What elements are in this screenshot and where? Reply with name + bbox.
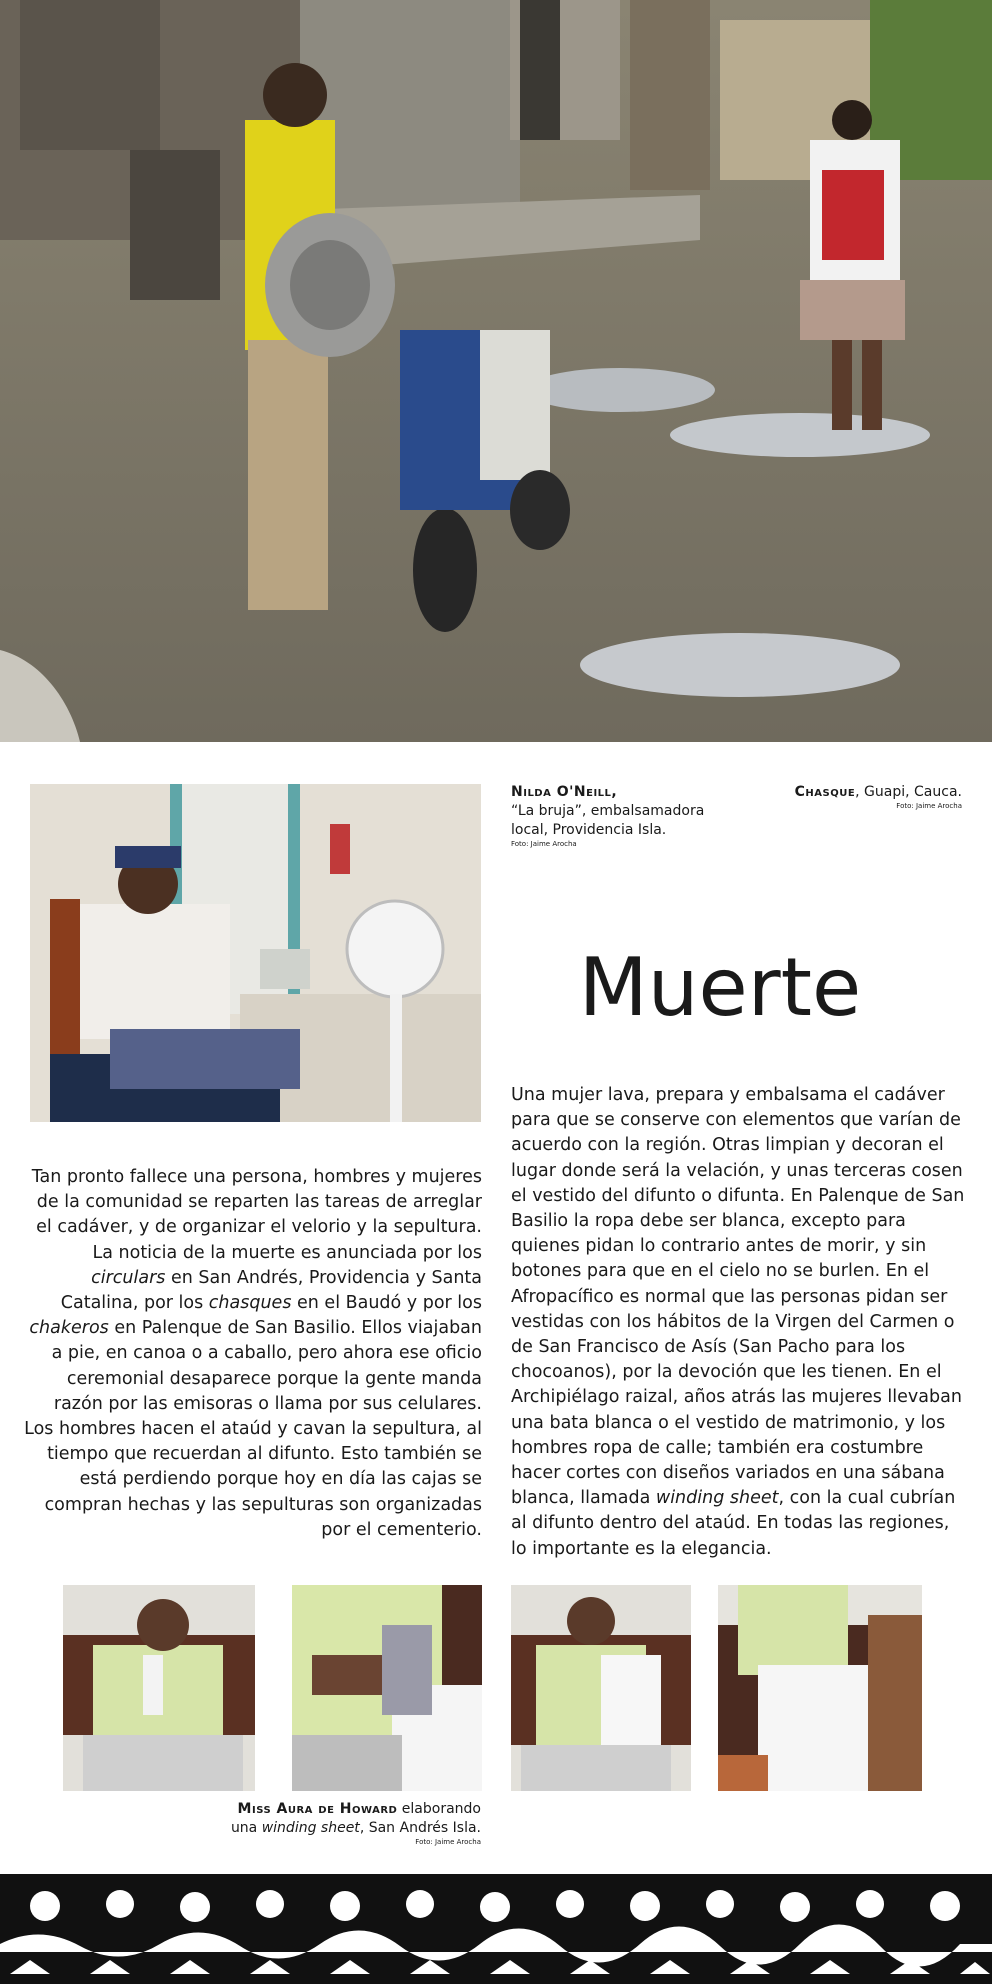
- caption-aura-name: Miss Aura de Howard: [237, 1801, 398, 1817]
- decorative-border: [0, 1874, 992, 1984]
- left-paragraph-text-1: Tan pronto fallece una persona, hombres y mujeres de la comunidad se reparten las tareas de arreglar el cadáver, y de organizar el velorio y la sepultura. La noticia de la muerte es anunciada por los: [31, 1167, 482, 1263]
- ornament-pattern-icon: [0, 1874, 992, 1984]
- left-paragraph-text-3: en el Baudó y por los: [291, 1293, 482, 1314]
- left-paragraph-text-4: en Palenque de San Basilio. Ellos viajaban a pie, en canoa o a caballo, pero ahora ese oficio ceremonial desaparece porque la gente manda razón por las emisoras o llama por sus celulares. Los hombres hacen el ataúd y cavan la sepultura, al tiempo que recuerdan al difunto. Esto también se está perdiendo porque hoy en día las cajas se compran hechas y las sepulturas son organizadas por el cementerio.: [24, 1318, 482, 1540]
- caption-aura-text-3: , San Andrés Isla.: [359, 1820, 481, 1836]
- photo-credit: Foto: Jaime Arocha: [415, 1838, 481, 1846]
- caption-nilda: [511, 783, 731, 849]
- woman-sewing-icon: [511, 1585, 691, 1791]
- caption-aura: [180, 1800, 481, 1847]
- left-paragraph-em-3: chakeros: [29, 1318, 109, 1339]
- page-title: Muerte: [578, 941, 862, 1034]
- street-scene-icon: [0, 0, 992, 742]
- right-paragraph-text-1: Una mujer lava, prepara y embalsama el cadáver para que se conserve con elementos que varían de acuerdo con la región. Otras limpian y decoran el lugar donde será la velación, y unas terceras cosen el vestido del difunto o difunta. En Palenque de San Basilio la ropa debe ser blanca, excepto para quienes pidan lo contrario antes de morir, y sin botones para que en el cielo no se burlen. En el Afropacífico es normal que las personas pidan ser vestidas con los hábitos de la Virgen del Carmen o de San Francisco de Asís (San Pacho para los chocoanos), por la devoción que les tienen. En el Archipiélago raizal, años atrás las mujeres llevaban una bata blanca o el vestido de matrimonio, y los hombres ropa de calle; también era costumbre hacer cortes con diseños variados en una sábana blanca, llamada: [511, 1085, 965, 1509]
- right-paragraph-em-1: winding sheet: [655, 1488, 779, 1509]
- photo-credit: Foto: Jaime Arocha: [896, 802, 962, 810]
- caption-chasque: [722, 783, 962, 811]
- woman-with-sheet-icon: [718, 1585, 922, 1791]
- woman-sewing-icon: [63, 1585, 255, 1791]
- left-paragraph-em-1: circulars: [91, 1267, 166, 1288]
- strip-photo-3: [511, 1585, 691, 1791]
- caption-chasque-place: , Guapi, Cauca.: [855, 784, 962, 800]
- strip-photo-1: [63, 1585, 255, 1791]
- caption-aura-em: winding sheet: [261, 1820, 360, 1836]
- caption-nilda-line2: “La bruja”, embalsamadora: [511, 803, 705, 819]
- woman-seated-icon: [30, 784, 481, 1122]
- right-paragraph-text-2: , con la cual cubrían al difunto dentro del ataúd. En todas las regiones, lo importante es la elegancia.: [511, 1488, 956, 1559]
- portrait-photo: [30, 784, 481, 1122]
- hands-cutting-cloth-icon: [292, 1585, 482, 1791]
- caption-nilda-name: Nilda O'Neill,: [511, 784, 618, 800]
- caption-chasque-name: Chasque: [794, 784, 856, 800]
- caption-aura-text-1: elaborando: [397, 1801, 481, 1817]
- photo-credit: Foto: Jaime Arocha: [511, 840, 577, 848]
- caption-aura-text-2: una: [230, 1820, 262, 1836]
- right-paragraph: [511, 1083, 966, 1562]
- left-paragraph: [24, 1165, 482, 1543]
- hero-photo: [0, 0, 992, 742]
- left-paragraph-em-2: chasques: [208, 1293, 292, 1314]
- caption-nilda-line3: local, Providencia Isla.: [511, 822, 667, 838]
- strip-photo-4: [718, 1585, 922, 1791]
- left-paragraph-text-2: en San Andrés, Providencia y Santa Catalina, por los: [60, 1267, 482, 1314]
- strip-photo-2: [292, 1585, 482, 1791]
